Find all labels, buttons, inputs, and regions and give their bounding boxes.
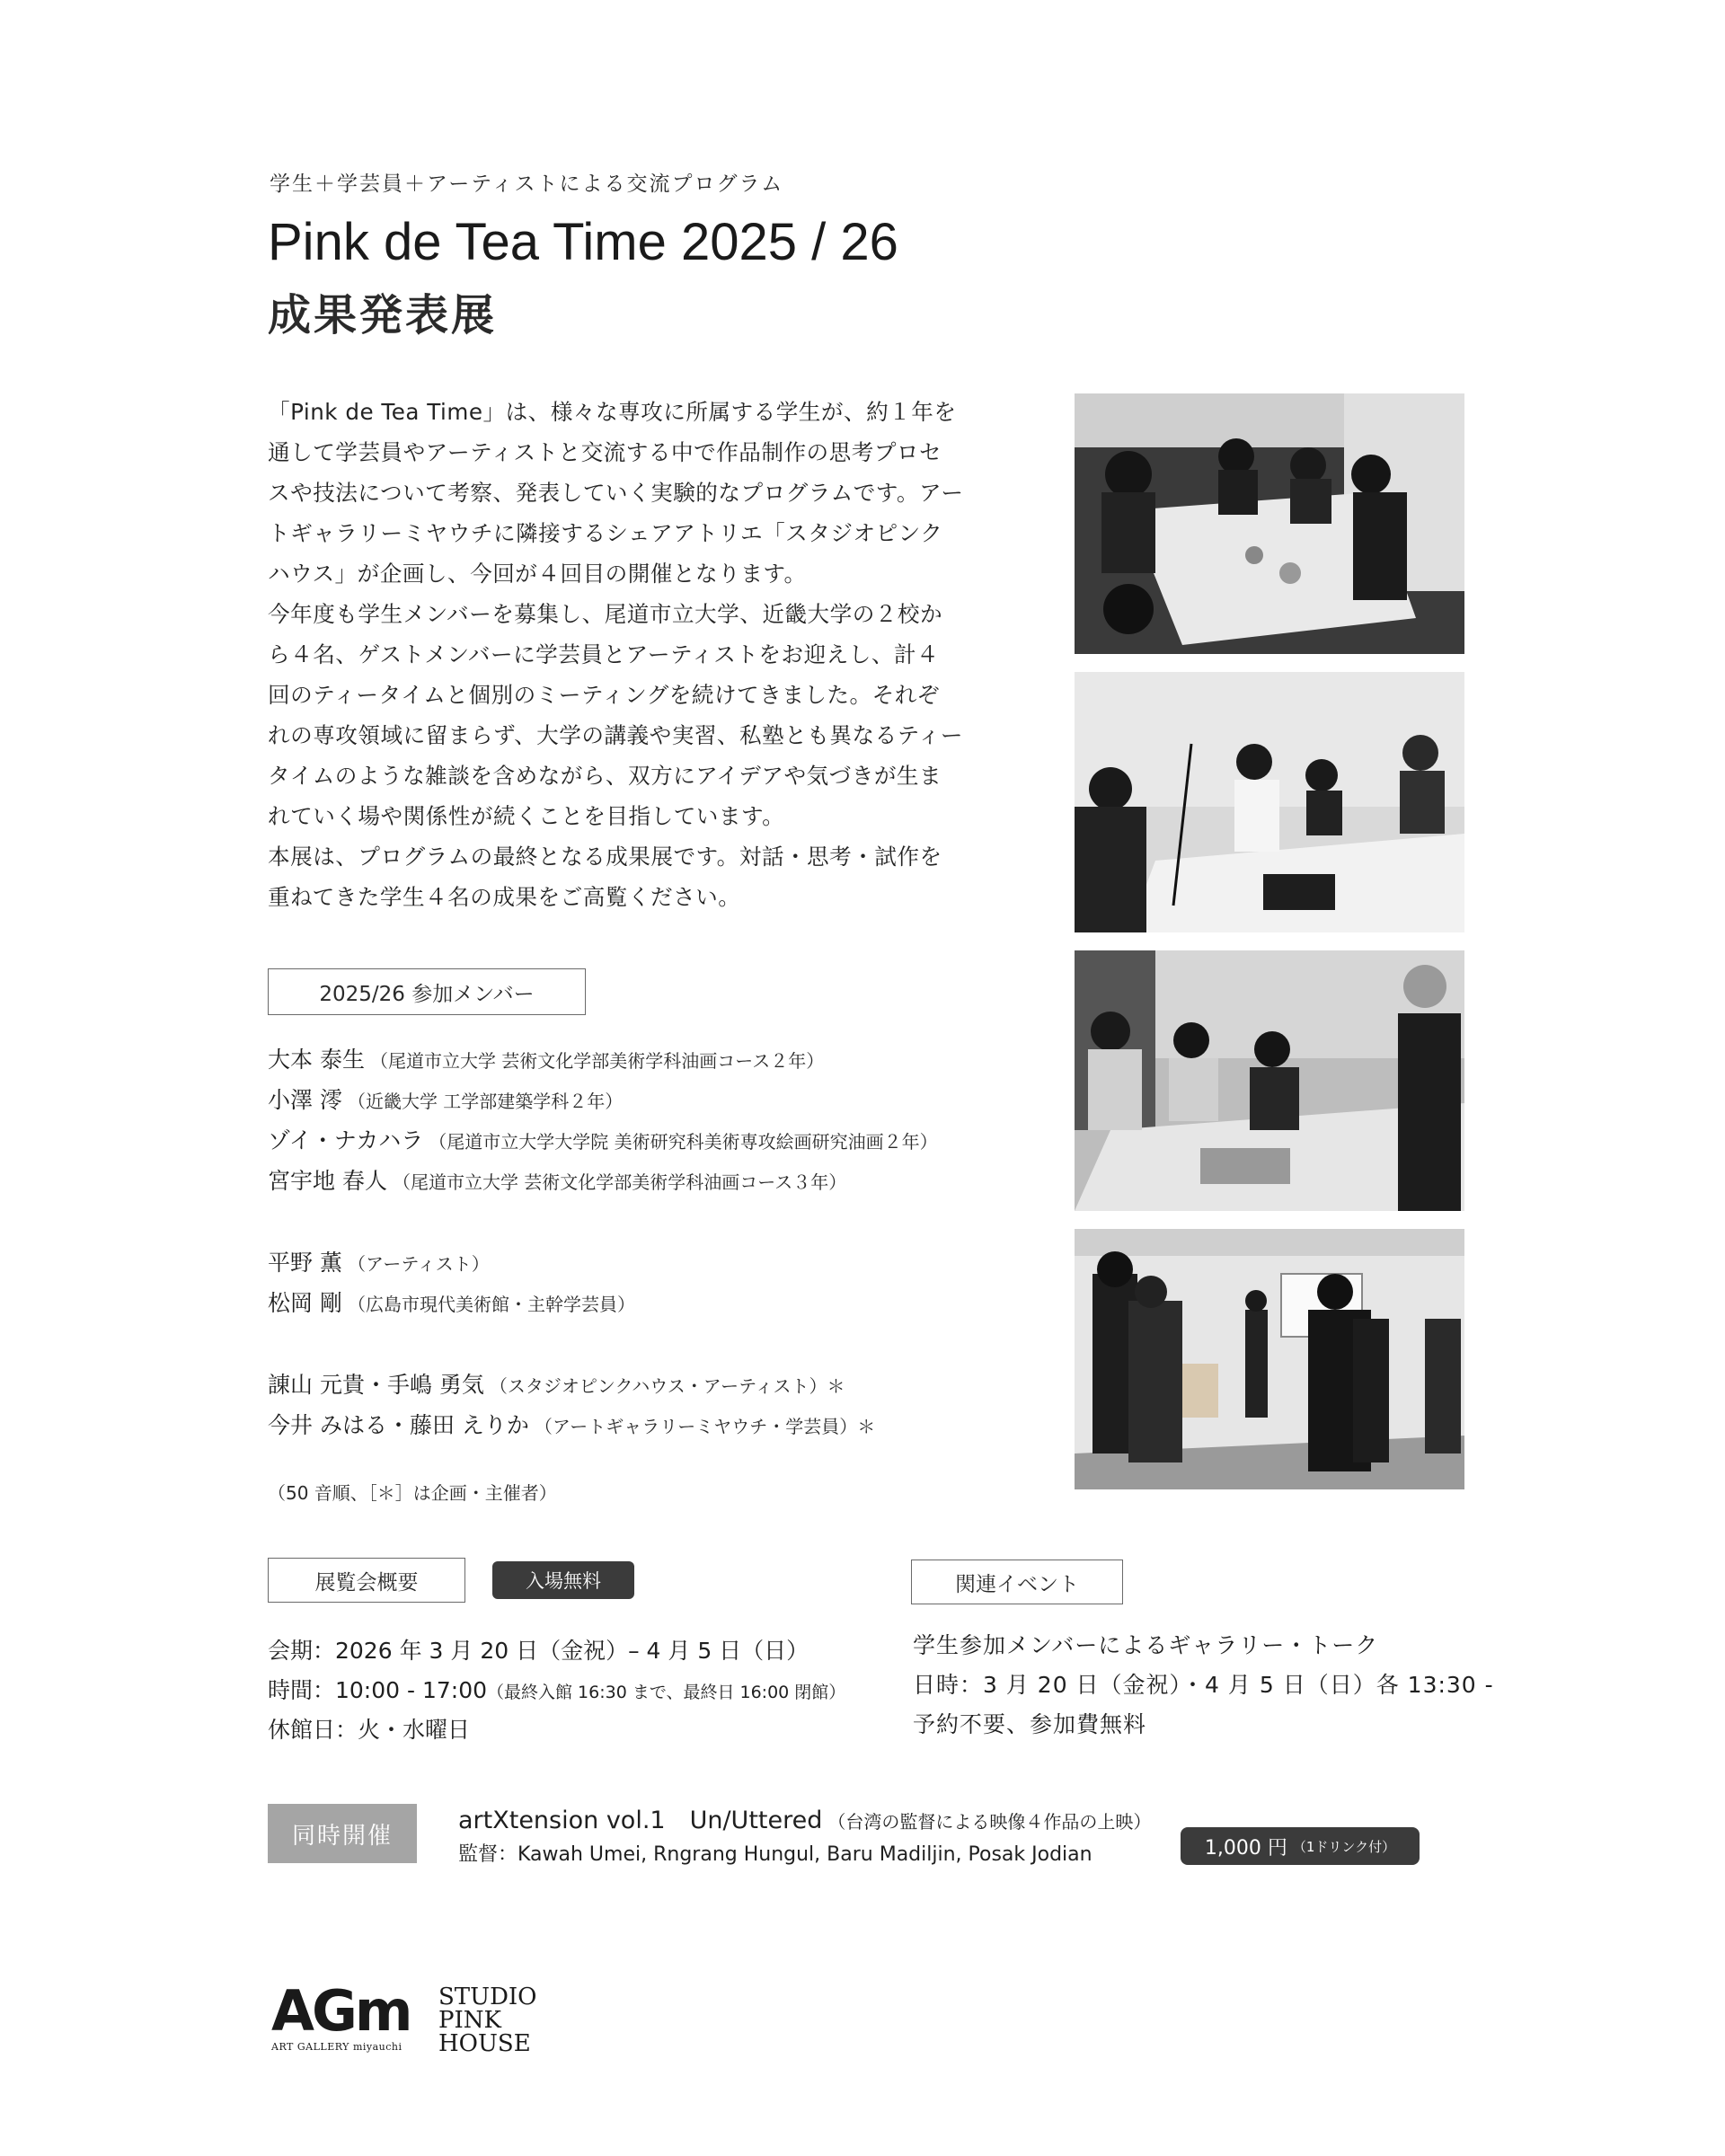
photo-meeting-table [1075,393,1464,654]
guest-affiliation: （アーティスト） [347,1253,490,1275]
description-line: ら４名、ゲストメンバーに学芸員とアーティストをお迎えし、計４ [268,641,940,667]
member-affiliation: （尾道市立大学大学院 美術研究科美術専攻絵画研究油画２年） [429,1131,938,1153]
photo-discussion [1075,672,1464,932]
organizer-row [268,1367,845,1400]
photo-workshop [1075,950,1464,1211]
member-name: 小澤 澪 [268,1087,342,1113]
concurrent-label: 同時開催 [268,1804,417,1863]
description-line: 本展は、プログラムの最終となる成果展です。対話・思考・試作を [268,844,942,870]
concurrent-title-text: artXtension vol.1 Un/Uttered [458,1807,823,1834]
agm-logo-caption: ART GALLERY miyauchi [271,2041,402,2053]
description-line: スや技法について考察、発表していく実験的なプログラムです。アー [268,480,964,506]
organizer-affiliation: （スタジオピンクハウス・アーティスト）＊ [489,1375,845,1397]
agm-logo-mark: AGm [271,1978,411,2044]
event-label: 関連イベント [911,1560,1123,1604]
exhibition-heading: 成果発表展 [268,290,498,340]
description-line: れていく場や関係性が続くことを目指しています。 [268,803,785,829]
description-line: 回のティータイムと個別のミーティングを続けてきました。それぞ [268,682,940,708]
concurrent-title-note: （台湾の監督による映像４作品の上映） [827,1811,1152,1833]
member-row [268,1123,938,1155]
member-affiliation: （尾道市立大学 芸術文化学部美術学科油画コース２年） [369,1050,825,1072]
member-name: ゾイ・ナカハラ [268,1127,424,1153]
price-text: 1,000 円 [1204,1836,1287,1860]
studio-pink-house-logo [438,1985,537,2055]
program-subtitle: 学生＋学芸員＋アーティストによる交流プログラム [270,172,784,196]
description-line: トギャラリーミヤウチに隣接するシェアアトリエ「スタジオピンク [268,520,943,546]
member-name: 宮宇地 春人 [268,1168,387,1194]
description-line: タイムのような雑談を含めながら、双方にアイデアや気づきが生ま [268,763,942,789]
price-note: （1ドリンク付） [1292,1838,1396,1855]
free-admission-badge: 入場無料 [492,1561,634,1599]
studio-logo-line: PINK [438,2007,501,2034]
hours-text: 時間：10:00 - 17:00 [268,1677,488,1703]
description-line: 「Pink de Tea Time」は、様々な専攻に所属する学生が、約１年を [268,399,957,425]
organizer-name: 諌山 元貴・手嶋 勇気 [268,1372,484,1398]
member-row [268,1082,623,1115]
member-row [268,1163,846,1196]
description-line: 今年度も学生メンバーを募集し、尾道市立大学、近畿大学の２校か [268,601,943,627]
member-row [268,1042,824,1074]
studio-logo-line: STUDIO [438,1984,537,2010]
organizer-name: 今井 みはる・藤田 えりか [268,1412,529,1438]
event-title: 学生参加メンバーによるギャラリー・トーク [913,1632,1379,1658]
hours-note: （最終入館 16:30 まで、最終日 16:00 閉館） [487,1683,846,1702]
concurrent-title [458,1800,1151,1835]
guest-row [268,1286,635,1318]
member-name: 大本 泰生 [268,1047,365,1073]
members-label: 2025/26 参加メンバー [268,968,586,1015]
members-note: （50 音順、［＊］は企画・主催者） [268,1482,557,1504]
price-badge [1181,1827,1420,1865]
event-datetime: 日時：3 月 20 日（金祝）・4 月 5 日（日）各 13:30 - [913,1672,1494,1698]
description-line: れの専攻領域に留まらず、大学の講義や実習、私塾とも異なるティー [268,722,963,748]
photo-gallery-viewing [1075,1229,1464,1489]
description-line: 通して学芸員やアーティストと交流する中で作品制作の思考プロセ [268,439,942,465]
exhibition-closed-days: 休館日：火・水曜日 [268,1717,471,1743]
description-text [268,392,1013,917]
guest-affiliation: （広島市現代美術館・主幹学芸員） [347,1294,635,1315]
member-affiliation: （尾道市立大学 芸術文化学部美術学科油画コース３年） [392,1171,847,1193]
guest-row [268,1245,490,1277]
description-line: 重ねてきた学生４名の成果をご高覧ください。 [268,884,741,910]
organizer-row [268,1408,875,1440]
concurrent-directors: 監督：Kawah Umei, Rngrang Hungul, Baru Madiljin, Posak Jodian [458,1843,1092,1866]
member-affiliation: （近畿大学 工学部建築学科２年） [347,1091,624,1112]
agm-logo [271,1978,411,2053]
guest-name: 平野 薫 [268,1250,342,1276]
exhibition-label: 展覧会概要 [268,1558,465,1603]
studio-logo-line: HOUSE [438,2030,531,2057]
exhibition-period: 会期：2026 年 3 月 20 日（金祝）– 4 月 5 日（日） [268,1638,809,1664]
guest-name: 松岡 剛 [268,1290,342,1316]
description-line: ハウス」が企画し、今回が４回目の開催となります。 [268,561,807,587]
organizer-affiliation: （アートギャラリーミヤウチ・学芸員）＊ [534,1416,876,1437]
exhibition-hours [268,1673,845,1705]
page-title: Pink de Tea Time 2025 / 26 [268,213,898,271]
event-note: 予約不要、参加費無料 [913,1711,1147,1737]
